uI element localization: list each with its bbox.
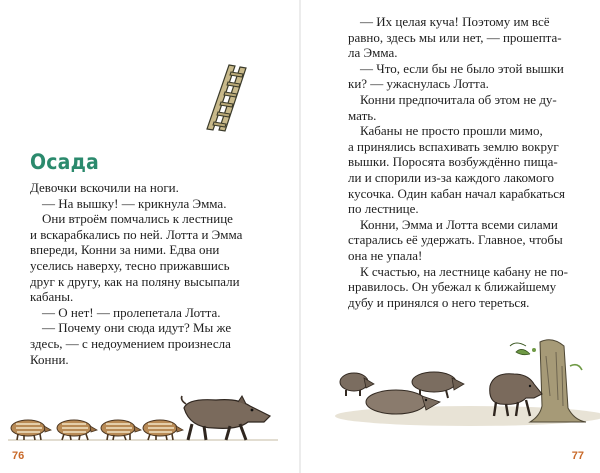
boar xyxy=(182,396,271,440)
text-line: нравилось. Он убежал к ближайшему xyxy=(348,279,557,295)
text-line: вышки. Поросята возбуждённо пища- xyxy=(348,154,558,170)
text-line: здесь, — с недоумением произнесла xyxy=(30,335,231,351)
text-line: кусочка. Один кабан начал карабкаться xyxy=(348,185,566,201)
text-line: — Почему они сюда идут? Мы же xyxy=(42,320,232,336)
left-page-text xyxy=(30,180,280,367)
piglets-and-boar-illustration xyxy=(8,396,278,446)
boars-and-oak-illustration xyxy=(330,336,600,436)
text-line: ки? — ужаснулась Лотта. xyxy=(348,76,489,92)
right-page xyxy=(300,0,600,473)
text-line: впереди, Конни за ними. Едва они xyxy=(30,242,220,258)
text-line: и вскарабкались по ней. Лотта и Эмма xyxy=(30,226,243,242)
chapter-title: Осада xyxy=(30,150,100,174)
text-line: мать. xyxy=(348,107,377,123)
boar-resting xyxy=(340,373,374,396)
piglet xyxy=(11,420,51,440)
text-line: — Что, если бы не было этой вышки xyxy=(360,60,564,76)
text-line: — О нет! — пролепетала Лотта. xyxy=(42,304,221,320)
text-line: друг к другу, как на поляну высыпали xyxy=(30,273,240,289)
ladder-illustration xyxy=(200,64,252,132)
text-line: Конни. xyxy=(30,351,69,367)
text-line: К счастью, на лестнице кабану не по- xyxy=(360,263,568,279)
text-line: дубу и принялся о него тереться. xyxy=(348,294,530,310)
page-number: 77 xyxy=(571,450,584,462)
text-line: кабаны. xyxy=(30,289,74,305)
text-line: — Их целая куча! Поэтому им всё xyxy=(360,14,550,29)
text-line: Они втроём помчались к лестнице xyxy=(42,211,233,227)
right-page-text xyxy=(348,14,580,310)
text-line: ли и спорили из-за каждого лакомого xyxy=(348,169,555,185)
text-line: старались её удержать. Главное, чтобы xyxy=(348,232,563,248)
text-line: уселись наверху, тесно прижавшись xyxy=(30,257,230,273)
piglet xyxy=(143,420,183,440)
text-line: а принялись вспахивать землю вокруг xyxy=(348,138,559,154)
piglet xyxy=(101,420,141,440)
text-line: Конни предпочитала об этом не ду- xyxy=(360,91,557,107)
piglet xyxy=(57,420,97,440)
text-line: по лестнице. xyxy=(348,201,419,217)
text-line: равно, здесь мы или нет, — прошепта- xyxy=(348,29,562,45)
page-number: 76 xyxy=(12,450,25,462)
text-line: Кабаны не просто прошли мимо, xyxy=(360,123,543,139)
text-line: она не упала! xyxy=(348,247,423,263)
boar-resting xyxy=(412,372,464,398)
text-line: Девочки вскочили на ноги. xyxy=(30,180,179,195)
text-line: ла Эмма. xyxy=(348,45,398,61)
text-line: Конни, Эмма и Лотта всеми силами xyxy=(360,216,558,232)
text-line: — На вышку! — крикнула Эмма. xyxy=(42,195,227,211)
